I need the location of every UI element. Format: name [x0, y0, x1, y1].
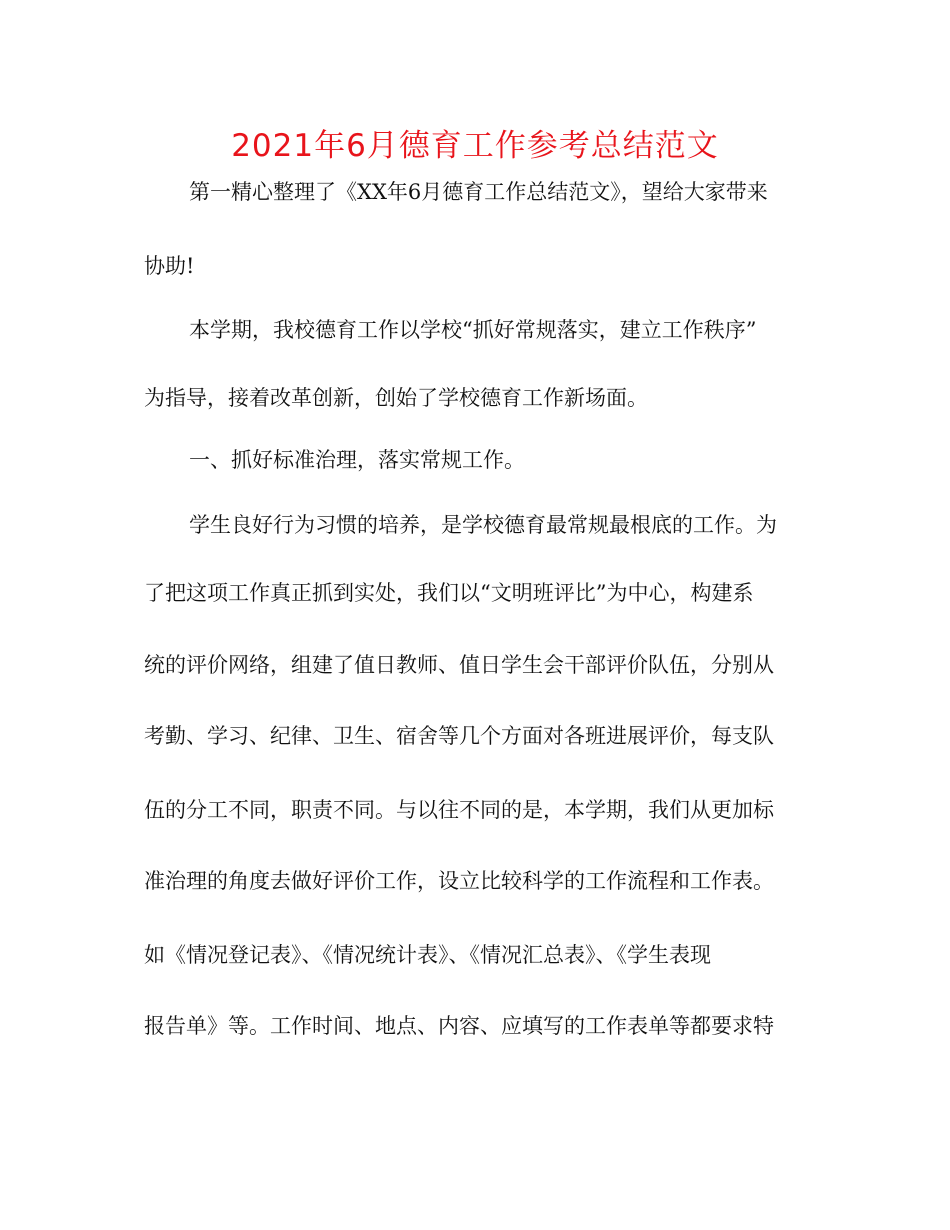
paragraph-line: 协助! — [144, 254, 195, 278]
paragraph-line: 考勤、学习、纪律、卫生、宿舍等几个方面对各班进展评价，每支队 — [144, 724, 774, 748]
paragraph-line: 如《情况登记表》、《情况统计表》、《情况汇总表》、《学生表现 — [144, 943, 711, 967]
paragraph-line: 准治理的角度去做好评价工作，设立比较科学的工作流程和工作表。 — [144, 869, 774, 893]
paragraph-line: 第一精心整理了《XX年6月德育工作总结范文》，望给大家带来 — [189, 180, 768, 204]
paragraph-line: 统的评价网络，组建了值日教师、值日学生会干部评价队伍，分别从 — [144, 653, 774, 677]
paragraph-line: 伍的分工不同，职责不同。与以往不同的是，本学期，我们从更加标 — [144, 798, 774, 822]
paragraph-line: 本学期，我校德育工作以学校“抓好常规落实，建立工作秩序” — [189, 318, 757, 342]
paragraph-line: 报告单》等。工作时间、地点、内容、应填写的工作表单等都要求特 — [144, 1014, 774, 1038]
document-title: 2021年6月德育工作参考总结范文 — [231, 128, 719, 164]
paragraph-line: 为指导，接着改革创新，创始了学校德育工作新场面。 — [144, 386, 648, 410]
section-heading: 一、抓好标准治理，落实常规工作。 — [189, 448, 525, 472]
paragraph-line: 了把这项工作真正抓到实处，我们以“文明班评比”为中心，构建系 — [144, 581, 754, 605]
paragraph-line: 学生良好行为习惯的培养，是学校德育最常规最根底的工作。为 — [189, 513, 777, 537]
